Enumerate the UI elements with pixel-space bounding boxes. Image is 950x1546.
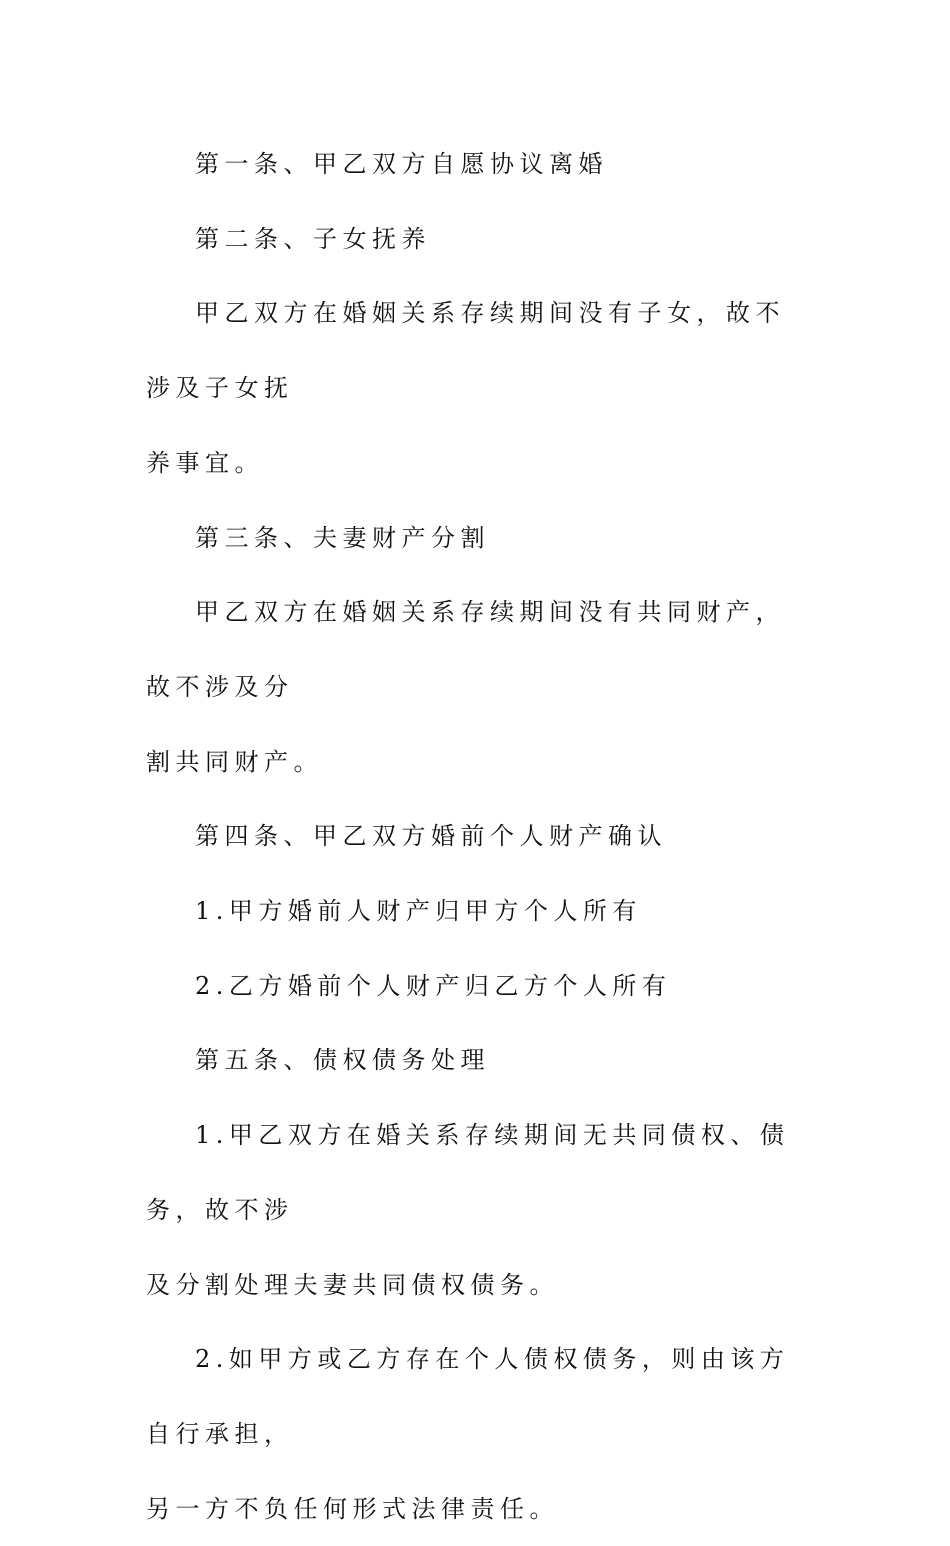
text-line: 第三条、夫妻财产分割: [195, 523, 490, 552]
text-line: 第四条、甲乙双方婚前个人财产确认: [195, 822, 667, 851]
text-line: 甲乙双方在婚姻关系存续期间没有共同财产，故不涉及分: [146, 598, 785, 701]
text-line: 2.乙方婚前个人财产归乙方个人所有: [195, 971, 672, 1000]
article-5-item-1: [146, 1098, 806, 1322]
text-line: 2.如甲方或乙方存在个人债权债务，则由该方自行承担，: [146, 1345, 790, 1448]
text-line: 甲乙双方在婚姻关系存续期间没有子女，故不涉及子女抚: [146, 299, 785, 403]
text-line: 养事宜。: [146, 448, 264, 477]
text-line: 1.甲方婚前人财产归甲方个人所有: [195, 897, 642, 926]
text-line: 第一条、甲乙双方自愿协议离婚: [195, 150, 608, 178]
article-4-heading: [146, 799, 806, 874]
document-page: [146, 127, 806, 1546]
text-line: 第二条、子女抚养: [195, 224, 431, 253]
article-5-item-2: [146, 1322, 806, 1546]
article-5-heading: [146, 1023, 806, 1098]
text-line: 及分割处理夫妻共同债权债务。: [146, 1270, 559, 1299]
text-line: 1.甲乙双方在婚关系存续期间无共同债权、债务，故不涉: [146, 1121, 790, 1224]
article-4-item-1: [146, 874, 806, 949]
article-1-heading: [146, 127, 806, 202]
article-2-heading: [146, 202, 806, 277]
text-line: 第五条、债权债务处理: [195, 1046, 490, 1075]
article-4-item-2: [146, 949, 806, 1024]
article-2-body: [146, 276, 806, 500]
text-line: 割共同财产。: [146, 747, 323, 776]
article-3-body: [146, 575, 806, 799]
article-3-heading: [146, 501, 806, 576]
text-line: 另一方不负任何形式法律责任。: [146, 1494, 559, 1523]
